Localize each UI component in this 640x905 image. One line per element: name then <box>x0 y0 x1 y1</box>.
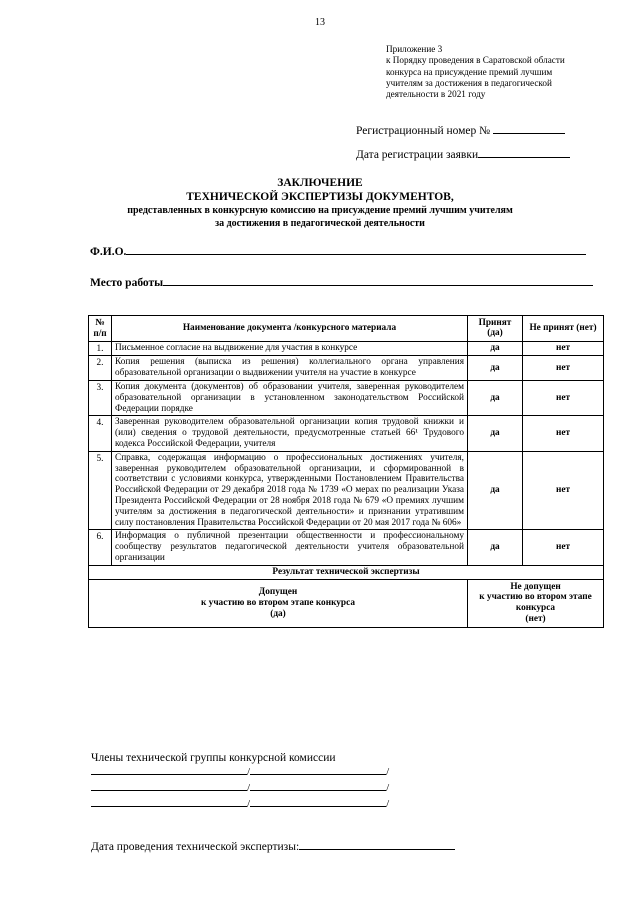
result-header-row <box>89 565 604 579</box>
result-not-admitted-line: к участию во втором этапе конкурса <box>479 592 592 614</box>
row-num: 2. <box>89 356 112 381</box>
exam-date-field[interactable] <box>299 838 455 850</box>
doc-title-sub1: ТЕХНИЧЕСКОЙ ЭКСПЕРТИЗЫ ДОКУМЕНТОВ, <box>186 191 454 203</box>
row-yes[interactable]: да <box>468 341 523 356</box>
name-field[interactable] <box>250 780 386 791</box>
result-header: Результат технической экспертизы <box>89 565 604 579</box>
row-num: 1. <box>89 341 112 356</box>
appendix-block <box>386 44 636 100</box>
signature-field[interactable] <box>91 764 247 775</box>
header-accepted: Принят (да) <box>468 316 523 342</box>
fio-label: Ф.И.О. <box>90 246 127 258</box>
signature-separator: / <box>386 782 390 794</box>
header-num: № п/п <box>89 316 112 342</box>
signature-separator: / <box>386 798 390 810</box>
registration-number-field[interactable] <box>493 122 565 134</box>
result-admitted-line: (да) <box>270 608 286 619</box>
page-number: 13 <box>315 17 325 28</box>
registration-date-row <box>356 146 570 161</box>
signature-field[interactable] <box>91 780 247 791</box>
row-text: Заверенная руководителем образовательной организации копия трудовой книжки и (или) сведения о трудовой деятельности, предусмотренные статьей 66¹ Трудового кодекса Российской Федерации, учителя <box>112 416 468 451</box>
row-yes[interactable]: да <box>468 380 523 415</box>
row-text: Письменное согласие на выдвижение для участия в конкурсе <box>112 341 468 356</box>
signature-separator: / <box>247 798 251 810</box>
appendix-line: конкурса на присуждение премий лучшим <box>386 66 553 77</box>
signature-separator: / <box>247 766 251 778</box>
workplace-label: Место работы <box>90 277 164 289</box>
table-header-row <box>89 316 604 342</box>
row-no[interactable]: нет <box>523 530 604 565</box>
signature-row <box>91 796 389 810</box>
signature-row <box>91 780 389 794</box>
table-row <box>89 451 604 530</box>
name-field[interactable] <box>250 764 386 775</box>
row-no[interactable]: нет <box>523 356 604 381</box>
members-label: Члены технической группы конкурсной комиссии <box>91 752 336 764</box>
result-not-admitted[interactable] <box>468 579 604 627</box>
row-yes[interactable]: да <box>468 416 523 451</box>
registration-date-label: Дата регистрации заявки <box>356 149 479 161</box>
table-row <box>89 416 604 451</box>
registration-number-label: Регистрационный номер № <box>356 125 491 137</box>
result-row <box>89 579 604 627</box>
workplace-field[interactable] <box>163 274 593 286</box>
exam-date-label: Дата проведения технической экспертизы: <box>91 841 300 853</box>
row-text: Справка, содержащая информацию о профессиональных достижениях учителя, заверенная руководителем образовательной организации, и сформированной в соответствии с условиями конкурса, утвержденными Постановлением Правительства Российской Федерации от 29 декабря 2018 года № 1739 «О мерах по реализации Указа Президента Российской Федерации от 28 ноября 2018 года № 679 «О премиях лучшим учителям за достижения в педагогической деятельности» и признании утратившим силу постановления Правительства Российской Федерации от 20 мая 2017 года № 606» <box>112 451 468 530</box>
row-yes[interactable]: да <box>468 356 523 381</box>
row-no[interactable]: нет <box>523 341 604 356</box>
workplace-row <box>90 273 593 291</box>
row-text: Копия документа (документов) об образовании учителя, заверенная руководителем образовательной организации в установленном законодательством Российской Федерации порядке <box>112 380 468 415</box>
row-no[interactable]: нет <box>523 416 604 451</box>
result-not-admitted-line: Не допущен <box>510 581 561 592</box>
header-not-accepted: Не принят (нет) <box>523 316 604 342</box>
appendix-line: учителям за достижения в педагогической <box>386 77 552 88</box>
row-yes[interactable]: да <box>468 451 523 530</box>
row-no[interactable]: нет <box>523 380 604 415</box>
table-row <box>89 380 604 415</box>
result-admitted-line: Допущен <box>258 586 298 597</box>
appendix-line: деятельности в 2021 году <box>386 89 486 100</box>
signature-separator: / <box>386 766 390 778</box>
result-admitted[interactable] <box>89 579 468 627</box>
row-no[interactable]: нет <box>523 451 604 530</box>
table-row <box>89 356 604 381</box>
result-not-admitted-line: (нет) <box>525 613 546 624</box>
registration-number-row <box>356 122 565 137</box>
documents-table <box>88 315 604 628</box>
signature-separator: / <box>247 782 251 794</box>
name-field[interactable] <box>250 796 386 807</box>
signature-field[interactable] <box>91 796 247 807</box>
exam-date-row <box>91 838 455 853</box>
appendix-line: к Порядку проведения в Саратовской области <box>386 55 565 66</box>
doc-title: ЗАКЛЮЧЕНИЕ <box>277 177 363 189</box>
header-name: Наименование документа /конкурсного материала <box>112 316 468 342</box>
registration-date-field[interactable] <box>478 146 570 158</box>
row-text: Информация о публичной презентации общественности и профессиональному сообществу результатов педагогической деятельности учителя образовательной организации <box>112 530 468 565</box>
fio-row <box>90 242 586 260</box>
result-admitted-line: к участию во втором этапе конкурса <box>200 597 355 608</box>
row-num: 6. <box>89 530 112 565</box>
row-text: Копия решения (выписка из решения) коллегиального органа управления образовательной организации о выдвижении учителя на участие в конкурсе <box>112 356 468 381</box>
table-row <box>89 341 604 356</box>
doc-title-sub2: представленных в конкурсную комиссию на присуждение премий лучшим учителям <box>127 205 513 216</box>
signature-row <box>91 764 389 778</box>
row-yes[interactable]: да <box>468 530 523 565</box>
doc-title-sub3: за достижения в педагогической деятельности <box>215 218 425 229</box>
row-num: 5. <box>89 451 112 530</box>
row-num: 4. <box>89 416 112 451</box>
appendix-line: Приложение 3 <box>386 44 443 54</box>
table-row <box>89 530 604 565</box>
row-num: 3. <box>89 380 112 415</box>
fio-field[interactable] <box>126 243 586 255</box>
